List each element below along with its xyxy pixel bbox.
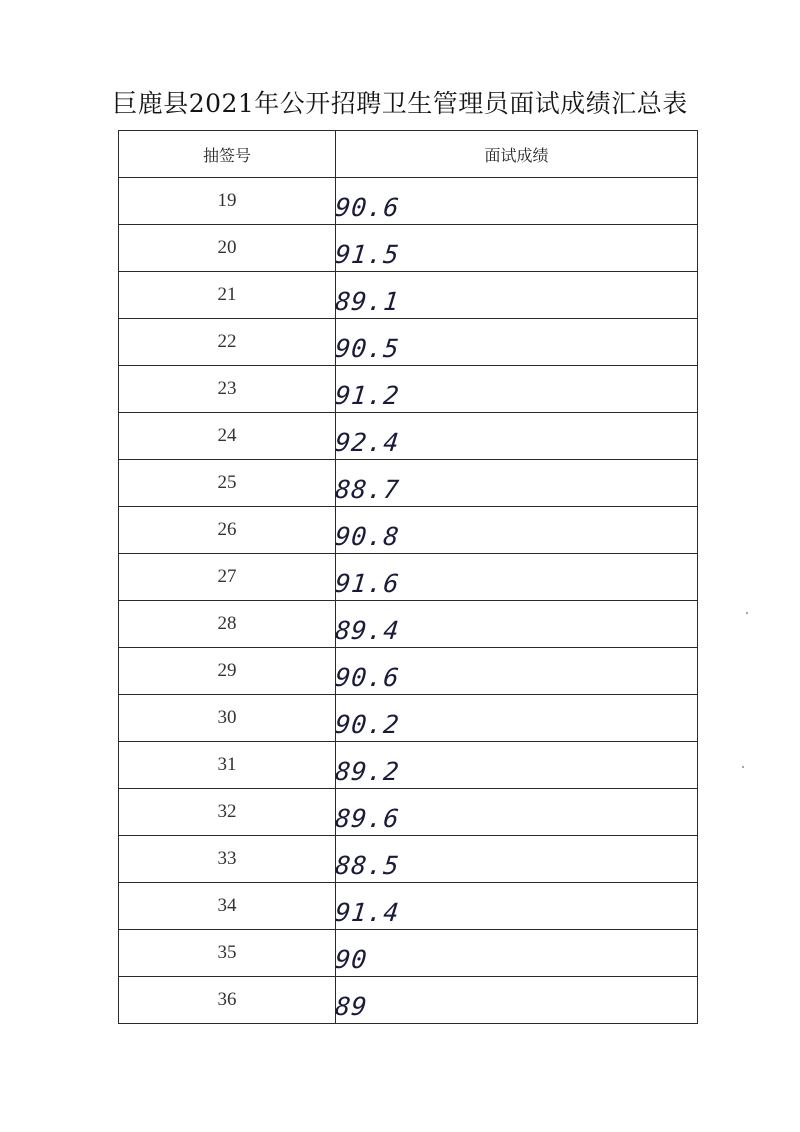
handwritten-score: 91.2 (333, 380, 402, 410)
scan-speck (742, 766, 744, 768)
interview-score-cell (333, 742, 698, 789)
table-row (119, 554, 698, 601)
interview-score-cell (333, 930, 698, 977)
handwritten-score: 89 (333, 991, 370, 1021)
interview-score-cell (333, 178, 698, 225)
draw-number-cell: 31 (119, 742, 336, 789)
draw-number-cell: 25 (119, 460, 336, 507)
interview-score-cell (333, 413, 698, 460)
handwritten-score: 91.6 (333, 568, 402, 598)
interview-score-cell (333, 460, 698, 507)
table-row (119, 507, 698, 554)
handwritten-score: 89.6 (333, 803, 402, 833)
table-row (119, 977, 698, 1024)
draw-number-cell: 30 (119, 695, 336, 742)
draw-number-cell: 28 (119, 601, 336, 648)
handwritten-score: 90.8 (333, 521, 402, 551)
interview-score-cell (333, 648, 698, 695)
table-row (119, 601, 698, 648)
table-row (119, 272, 698, 319)
handwritten-score: 89.4 (333, 615, 402, 645)
interview-score-cell (333, 366, 698, 413)
table-row (119, 836, 698, 883)
table-row (119, 319, 698, 366)
interview-score-cell (333, 695, 698, 742)
table-row (119, 225, 698, 272)
handwritten-score: 91.4 (333, 897, 402, 927)
interview-score-cell (333, 836, 698, 883)
page-title: 巨鹿县2021年公开招聘卫生管理员面试成绩汇总表 (112, 89, 688, 118)
score-table (118, 130, 698, 1024)
scan-speck (746, 612, 748, 614)
header-interview-score: 面试成绩 (336, 131, 698, 178)
draw-number-cell: 34 (119, 883, 336, 930)
interview-score-cell (333, 883, 698, 930)
handwritten-score: 90.6 (333, 192, 402, 222)
interview-score-cell (333, 789, 698, 836)
draw-number-cell: 36 (119, 977, 336, 1024)
interview-score-cell (333, 977, 698, 1024)
table-header-row (119, 131, 698, 178)
interview-score-cell (333, 319, 698, 366)
table-row (119, 695, 698, 742)
table-row (119, 883, 698, 930)
table-row (119, 789, 698, 836)
draw-number-cell: 24 (119, 413, 336, 460)
handwritten-score: 88.5 (333, 850, 402, 880)
interview-score-cell (333, 272, 698, 319)
draw-number-cell: 32 (119, 789, 336, 836)
handwritten-score: 91.5 (333, 239, 402, 269)
table-row (119, 366, 698, 413)
table-row (119, 413, 698, 460)
interview-score-cell (333, 507, 698, 554)
table-row (119, 742, 698, 789)
handwritten-score: 90.5 (333, 333, 402, 363)
draw-number-cell: 35 (119, 930, 336, 977)
handwritten-score: 92.4 (333, 427, 402, 457)
draw-number-cell: 29 (119, 648, 336, 695)
handwritten-score: 88.7 (333, 474, 402, 504)
draw-number-cell: 19 (119, 178, 336, 225)
handwritten-score: 90.6 (333, 662, 402, 692)
draw-number-cell: 23 (119, 366, 336, 413)
draw-number-cell: 27 (119, 554, 336, 601)
handwritten-score: 89.1 (333, 286, 402, 316)
handwritten-score: 89.2 (333, 756, 402, 786)
draw-number-cell: 33 (119, 836, 336, 883)
table-row (119, 460, 698, 507)
interview-score-cell (333, 554, 698, 601)
handwritten-score: 90 (333, 944, 370, 974)
table-row (119, 648, 698, 695)
interview-score-cell (333, 225, 698, 272)
draw-number-cell: 22 (119, 319, 336, 366)
table-row (119, 178, 698, 225)
table-row (119, 930, 698, 977)
draw-number-cell: 26 (119, 507, 336, 554)
draw-number-cell: 21 (119, 272, 336, 319)
header-draw-number: 抽签号 (119, 131, 336, 178)
handwritten-score: 90.2 (333, 709, 402, 739)
interview-score-cell (333, 601, 698, 648)
draw-number-cell: 20 (119, 225, 336, 272)
